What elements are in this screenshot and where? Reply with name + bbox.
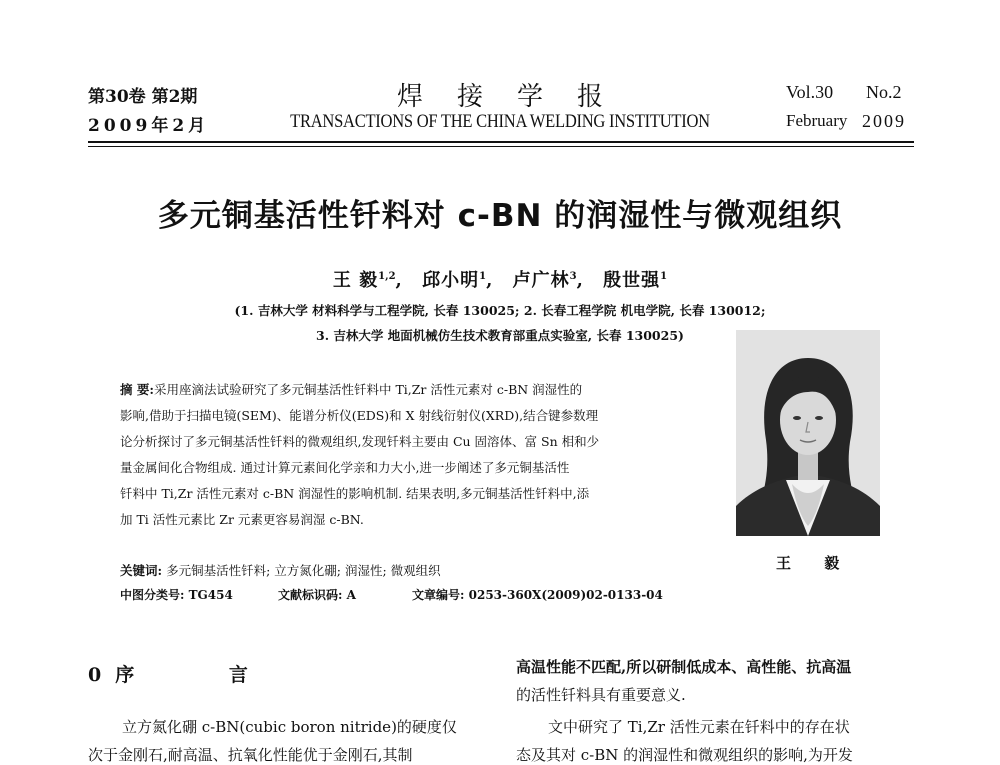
author-name: 王 毅 [332,270,379,291]
author-portrait-image [736,330,880,536]
abstract-line: 钎料中 Ti,Zr 活性元素对 c-BN 润湿性的影响机制. 结果表明,多元铜基活性钎料中,添 [120,486,590,501]
body-line-left: 次于金刚石,耐高温、抗氧化性能优于金刚石,其制 [88,746,413,764]
keywords-label: 关键词: [120,563,163,578]
section-title: 序 言 [115,664,292,686]
author-name: 邱小明 [422,270,480,291]
abstract-text: 采用座滴法试验研究了多元铜基活性钎料中 Ti,Zr 活性元素对 c-BN 润湿性的 [153,382,583,397]
author-1: 王 毅$^{1,2}$, [332,270,403,291]
issue-cn: 第30卷 第2期 [88,87,198,107]
clc-value: TG454 [188,588,233,602]
header-rule-thick [88,141,914,143]
body-line-right: 高温性能不匹配,所以研制低成本、高性能、抗高温 [516,658,852,676]
author-affiliation-mark: 3 [569,271,577,282]
classification-line [120,586,663,603]
body-line-right: 文中研究了 Ti,Zr 活性元素在钎料中的存在状 [548,718,850,736]
paper-title: 多元铜基活性钎料对 c-BN 的润湿性与微观组织 [157,198,843,234]
author-2: 邱小明$^1$, [422,270,494,291]
author-affiliation-mark: 1 [479,271,487,282]
header-rule-thin [88,146,914,147]
body-line-left: 立方氮化硼 c-BN(cubic boron nitride)的硬度仅 [122,718,457,736]
abstract-line [120,380,706,398]
affiliation-line-1: (1. 吉林大学 材料科学与工程学院, 长春 130025; 2. 长春工程学院 机电学院, 长春 130012; [234,303,766,318]
author-affiliation-mark: 1,2 [378,271,396,282]
author-affiliation-mark: 1 [660,271,668,282]
month-en: February [786,111,848,130]
abstract-label: 摘 要: [120,382,154,397]
section-heading [88,660,292,687]
clc-label: 中图分类号: [120,588,185,602]
article-no-group [412,586,663,603]
author-3: 卢广林$^3$, [512,270,584,291]
article-no-label: 文章编号: [412,588,465,602]
body-line-right: 的活性钎料具有重要意义. [516,686,686,704]
clc-group [120,586,278,603]
doc-code-group [278,586,412,603]
keywords-text: 多元铜基活性钎料; 立方氮化硼; 润湿性; 微观组织 [166,563,441,578]
abstract-line: 量金属间化合物组成. 通过计算元素间化学亲和力大小,进一步阐述了多元铜基活性 [120,460,570,475]
author-name: 殷世强 [603,270,661,291]
photo-caption: 王 毅 [776,554,854,572]
doc-code-value: A [346,588,356,602]
volume-en: Vol.30 [786,82,834,102]
section-number: 0 [88,664,102,686]
author-4 [603,270,667,291]
author-name: 卢广林 [512,270,570,291]
issue-number-en: No.2 [866,82,902,102]
abstract-line: 影响,借助于扫描电镜(SEM)、能谱分析仪(EDS)和 X 射线衍射仪(XRD),结合键参数理 [120,408,599,423]
body-line-right: 态及其对 c-BN 的润湿性和微观组织的影响,为开发 [516,746,853,764]
year-en: 2009 [862,111,906,131]
journal-title-en: TRANSACTIONS OF THE CHINA WELDING INSTITUTION [290,111,710,132]
affiliation-line-2: 3. 吉林大学 地面机械仿生技术教育部重点实验室, 长春 130025) [316,328,684,343]
author-photo [736,330,880,536]
journal-title-cn: 焊接学报 [396,82,637,112]
date-cn: 2009年2月 [88,116,210,136]
abstract-line: 加 Ti 活性元素比 Zr 元素更容易润湿 c-BN. [120,512,364,527]
author-list [0,266,1000,292]
doc-code-label: 文献标识码: [278,588,343,602]
abstract-line: 论分析探讨了多元铜基活性钎料的微观组织,发现钎料主要由 Cu 固溶体、富 Sn 相和少 [120,434,600,449]
keywords [120,561,441,579]
article-no-value: 0253-360X(2009)02-0133-04 [468,588,663,602]
